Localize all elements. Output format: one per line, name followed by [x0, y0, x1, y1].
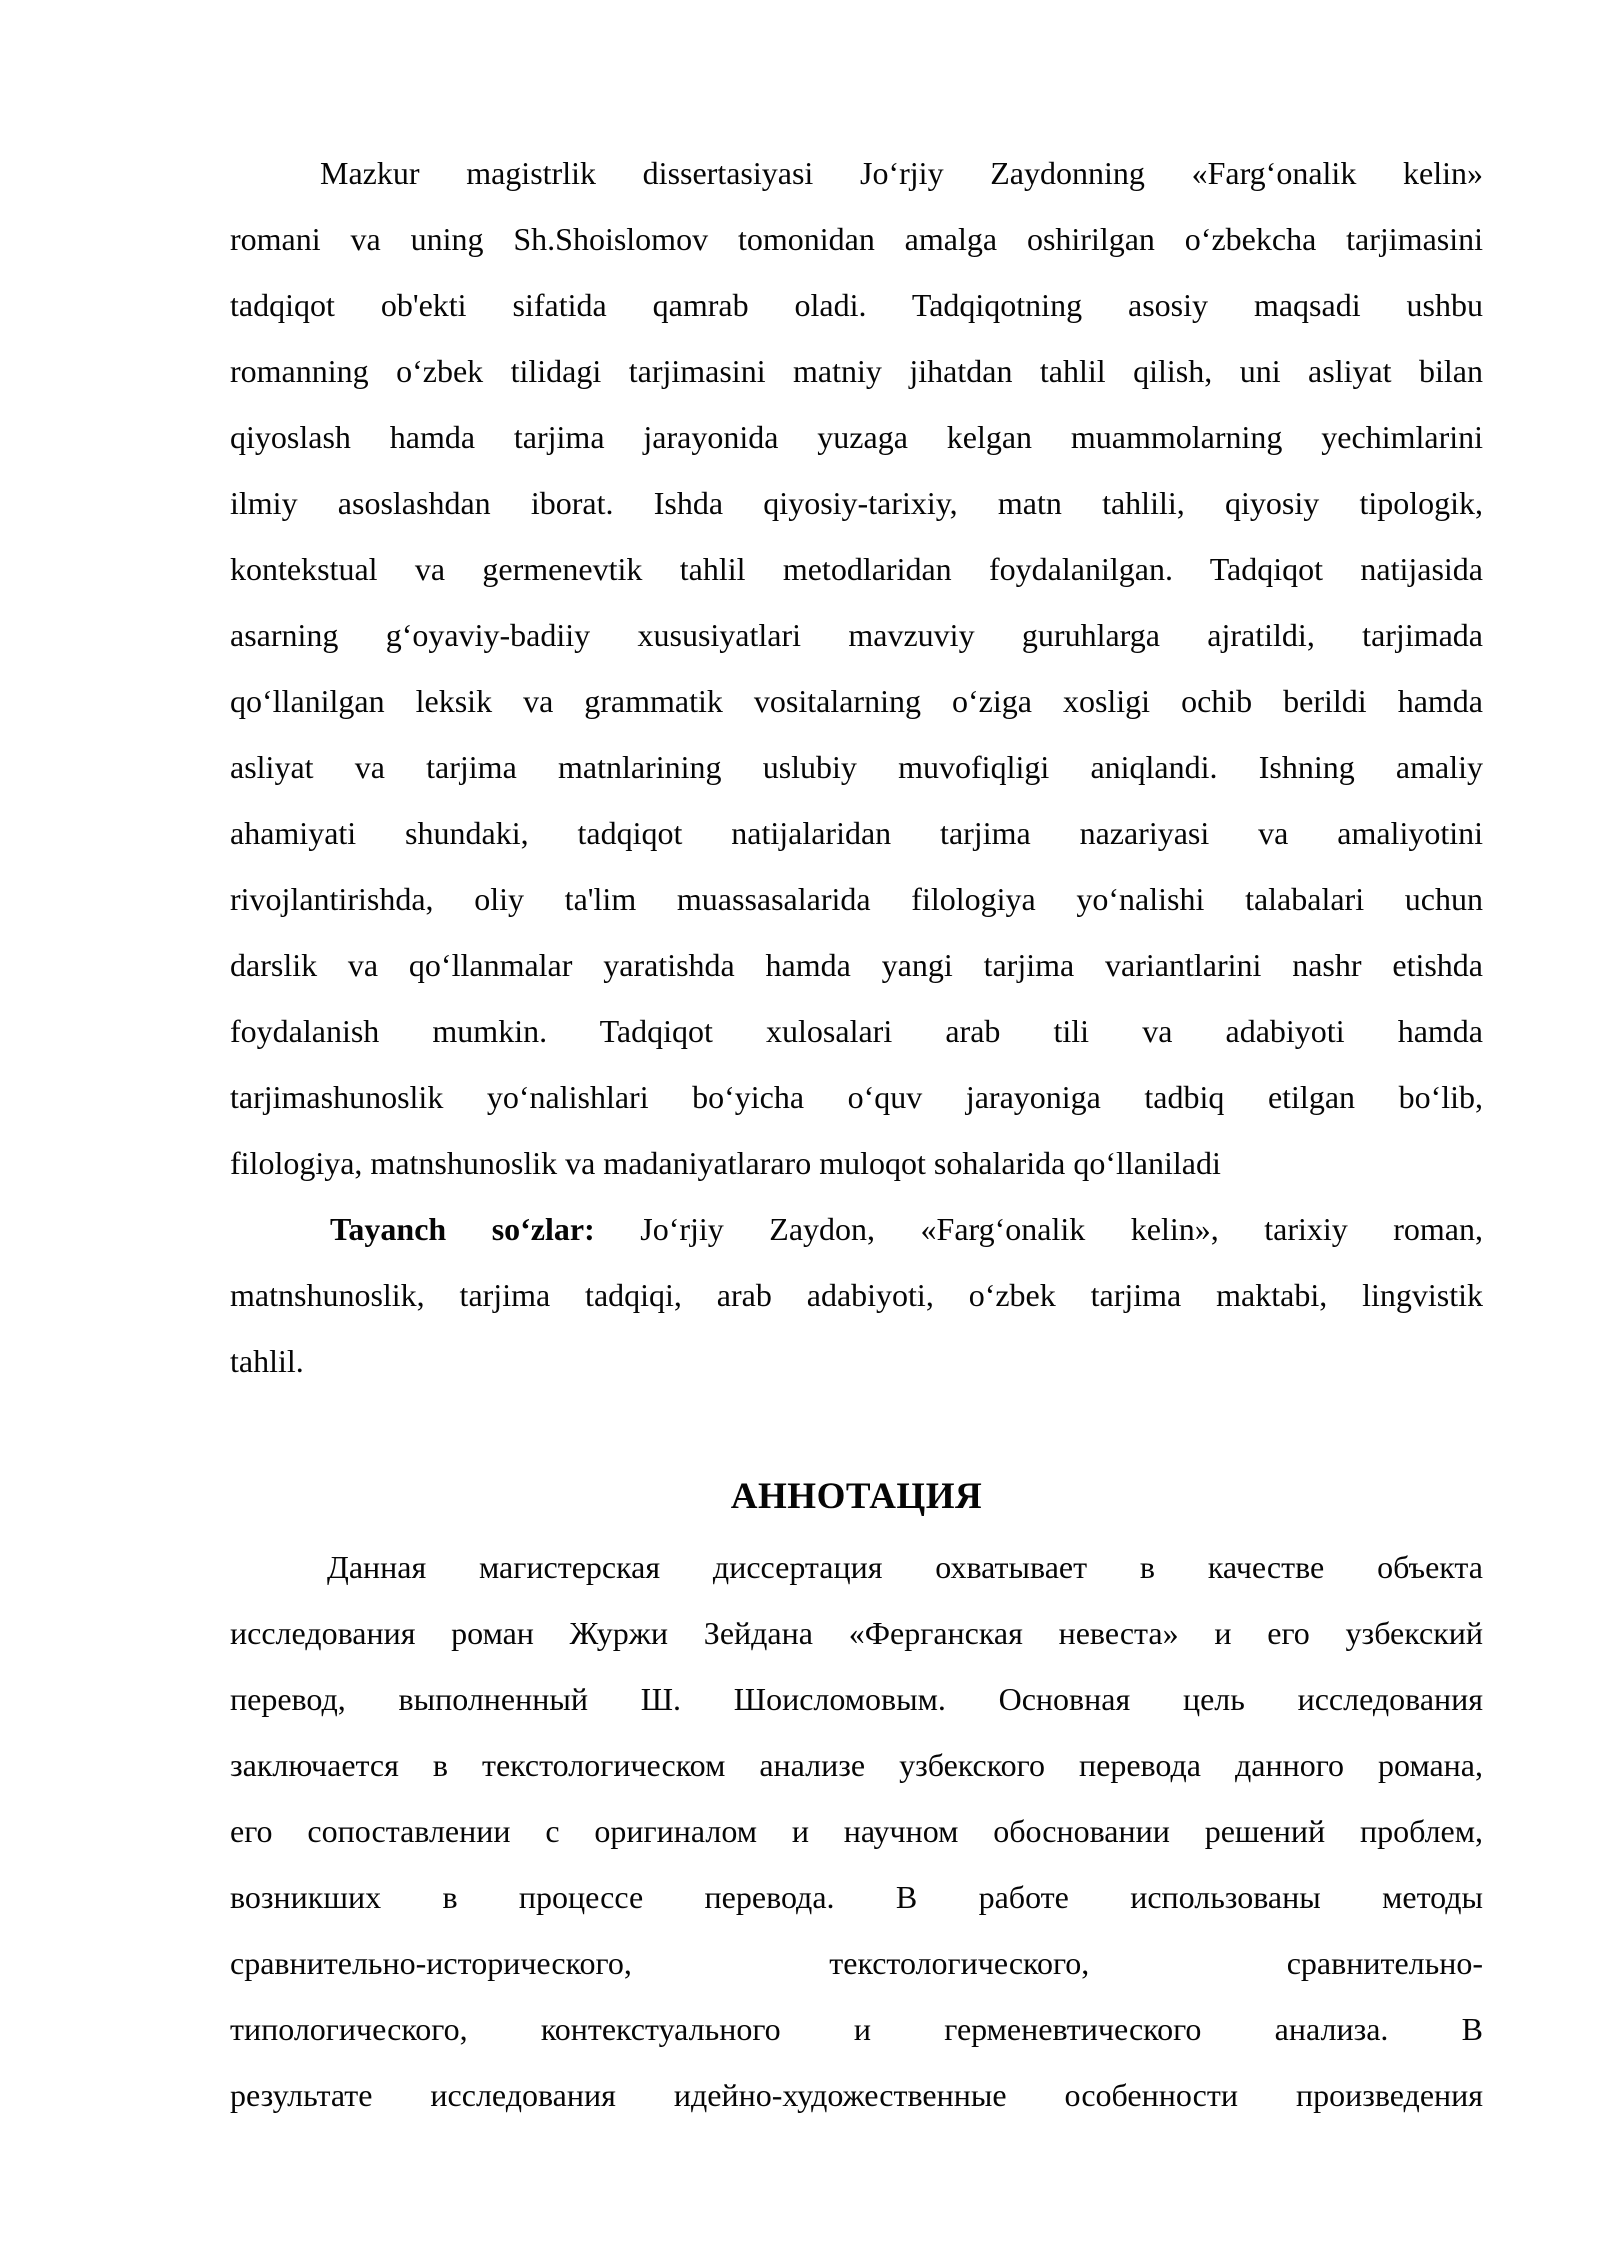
keywords-label: Tayanch so‘zlar: — [330, 1211, 595, 1247]
text-line: заключается в текстологическом анализе узбекского перевода данного романа, — [230, 1747, 1483, 1783]
text-line: qiyoslash hamda tarjima jarayonida yuzaga kelgan muammolarning yechimlarini — [230, 419, 1483, 455]
text-line: его сопоставлении с оригиналом и научном обосновании решений проблем, — [230, 1813, 1483, 1849]
uzbek-abstract-paragraph — [230, 140, 1483, 1196]
text-line: Данная магистерская диссертация охватывает в качестве объекта — [327, 1549, 1483, 1585]
text-line: Mazkur magistrlik dissertasiyasi Jo‘rjiy Zaydonning «Farg‘onalik kelin» — [320, 155, 1483, 191]
text-line: asliyat va tarjima matnlarining uslubiy muvofiqligi aniqlandi. Ishning amaliy — [230, 749, 1483, 785]
text-line: asarning g‘oyaviy-badiiy xususiyatlari mavzuviy guruhlarga ajratildi, tarjimada — [230, 617, 1483, 653]
text-line: ilmiy asoslashdan iborat. Ishda qiyosiy-tarixiy, matn tahlili, qiyosiy tipologik, — [230, 485, 1483, 521]
text-line: romanning o‘zbek tilidagi tarjimasini matniy jihatdan tahlil qilish, uni asliyat bilan — [230, 353, 1483, 389]
text-line: tahlil. — [230, 1343, 304, 1379]
text-line: ahamiyati shundaki, tadqiqot natijalaridan tarjima nazariyasi va amaliyotini — [230, 815, 1483, 851]
text-line: tarjimashunoslik yo‘nalishlari bo‘yicha o‘quv jarayoniga tadbiq etilgan bo‘lib, — [230, 1079, 1483, 1115]
text-line: matnshunoslik, tarjima tadqiqi, arab adabiyoti, o‘zbek tarjima maktabi, lingvistik — [230, 1277, 1483, 1313]
russian-abstract-paragraph — [230, 1534, 1483, 2128]
text-line: результате исследования идейно-художественные особенности произведения — [230, 2077, 1483, 2113]
annotation-heading: АННОТАЦИЯ — [730, 1476, 983, 1517]
text-line: rivojlantirishda, oliy ta'lim muassasalarida filologiya yo‘nalishi talabalari uchun — [230, 881, 1483, 917]
page-content — [230, 140, 1483, 2128]
text-line: возникших в процессе перевода. В работе использованы методы — [230, 1879, 1483, 1915]
text-line: tadqiqot ob'ekti sifatida qamrab oladi. Tadqiqotning asosiy maqsadi ushbu — [230, 287, 1483, 323]
text-line: darslik va qo‘llanmalar yaratishda hamda yangi tarjima variantlarini nashr etishda — [230, 947, 1483, 983]
text-line: типологического, контекстуального и герменевтического анализа. В — [230, 2011, 1483, 2047]
text-line: romani va uning Sh.Shoislomov tomonidan amalga oshirilgan o‘zbekcha tarjimasini — [230, 221, 1483, 257]
text-line: filologiya, matnshunoslik va madaniyatlararo muloqot sohalarida qo‘llaniladi — [230, 1145, 1221, 1181]
text-line: сравнительно-исторического, текстологического, сравнительно- — [230, 1945, 1483, 1981]
text-line: qo‘llanilgan leksik va grammatik vositalarning o‘ziga xosligi ochib berildi hamda — [230, 683, 1483, 719]
keywords-paragraph — [230, 1196, 1483, 1394]
keywords-text: Jo‘rjiy Zaydon, «Farg‘onalik kelin», tarixiy roman, — [594, 1211, 1484, 1247]
text-line: foydalanish mumkin. Tadqiqot xulosalari arab tili va adabiyoti hamda — [230, 1013, 1483, 1049]
text-line — [230, 1196, 1483, 1262]
text-line: перевод, выполненный Ш. Шоисломовым. Основная цель исследования — [230, 1681, 1483, 1717]
text-line: исследования роман Журжи Зейдана «Ферганская невеста» и его узбекский — [230, 1615, 1483, 1651]
blank-line — [230, 1394, 1483, 1460]
text-line: kontekstual va germenevtik tahlil metodlaridan foydalanilgan. Tadqiqot natijasida — [230, 551, 1483, 587]
